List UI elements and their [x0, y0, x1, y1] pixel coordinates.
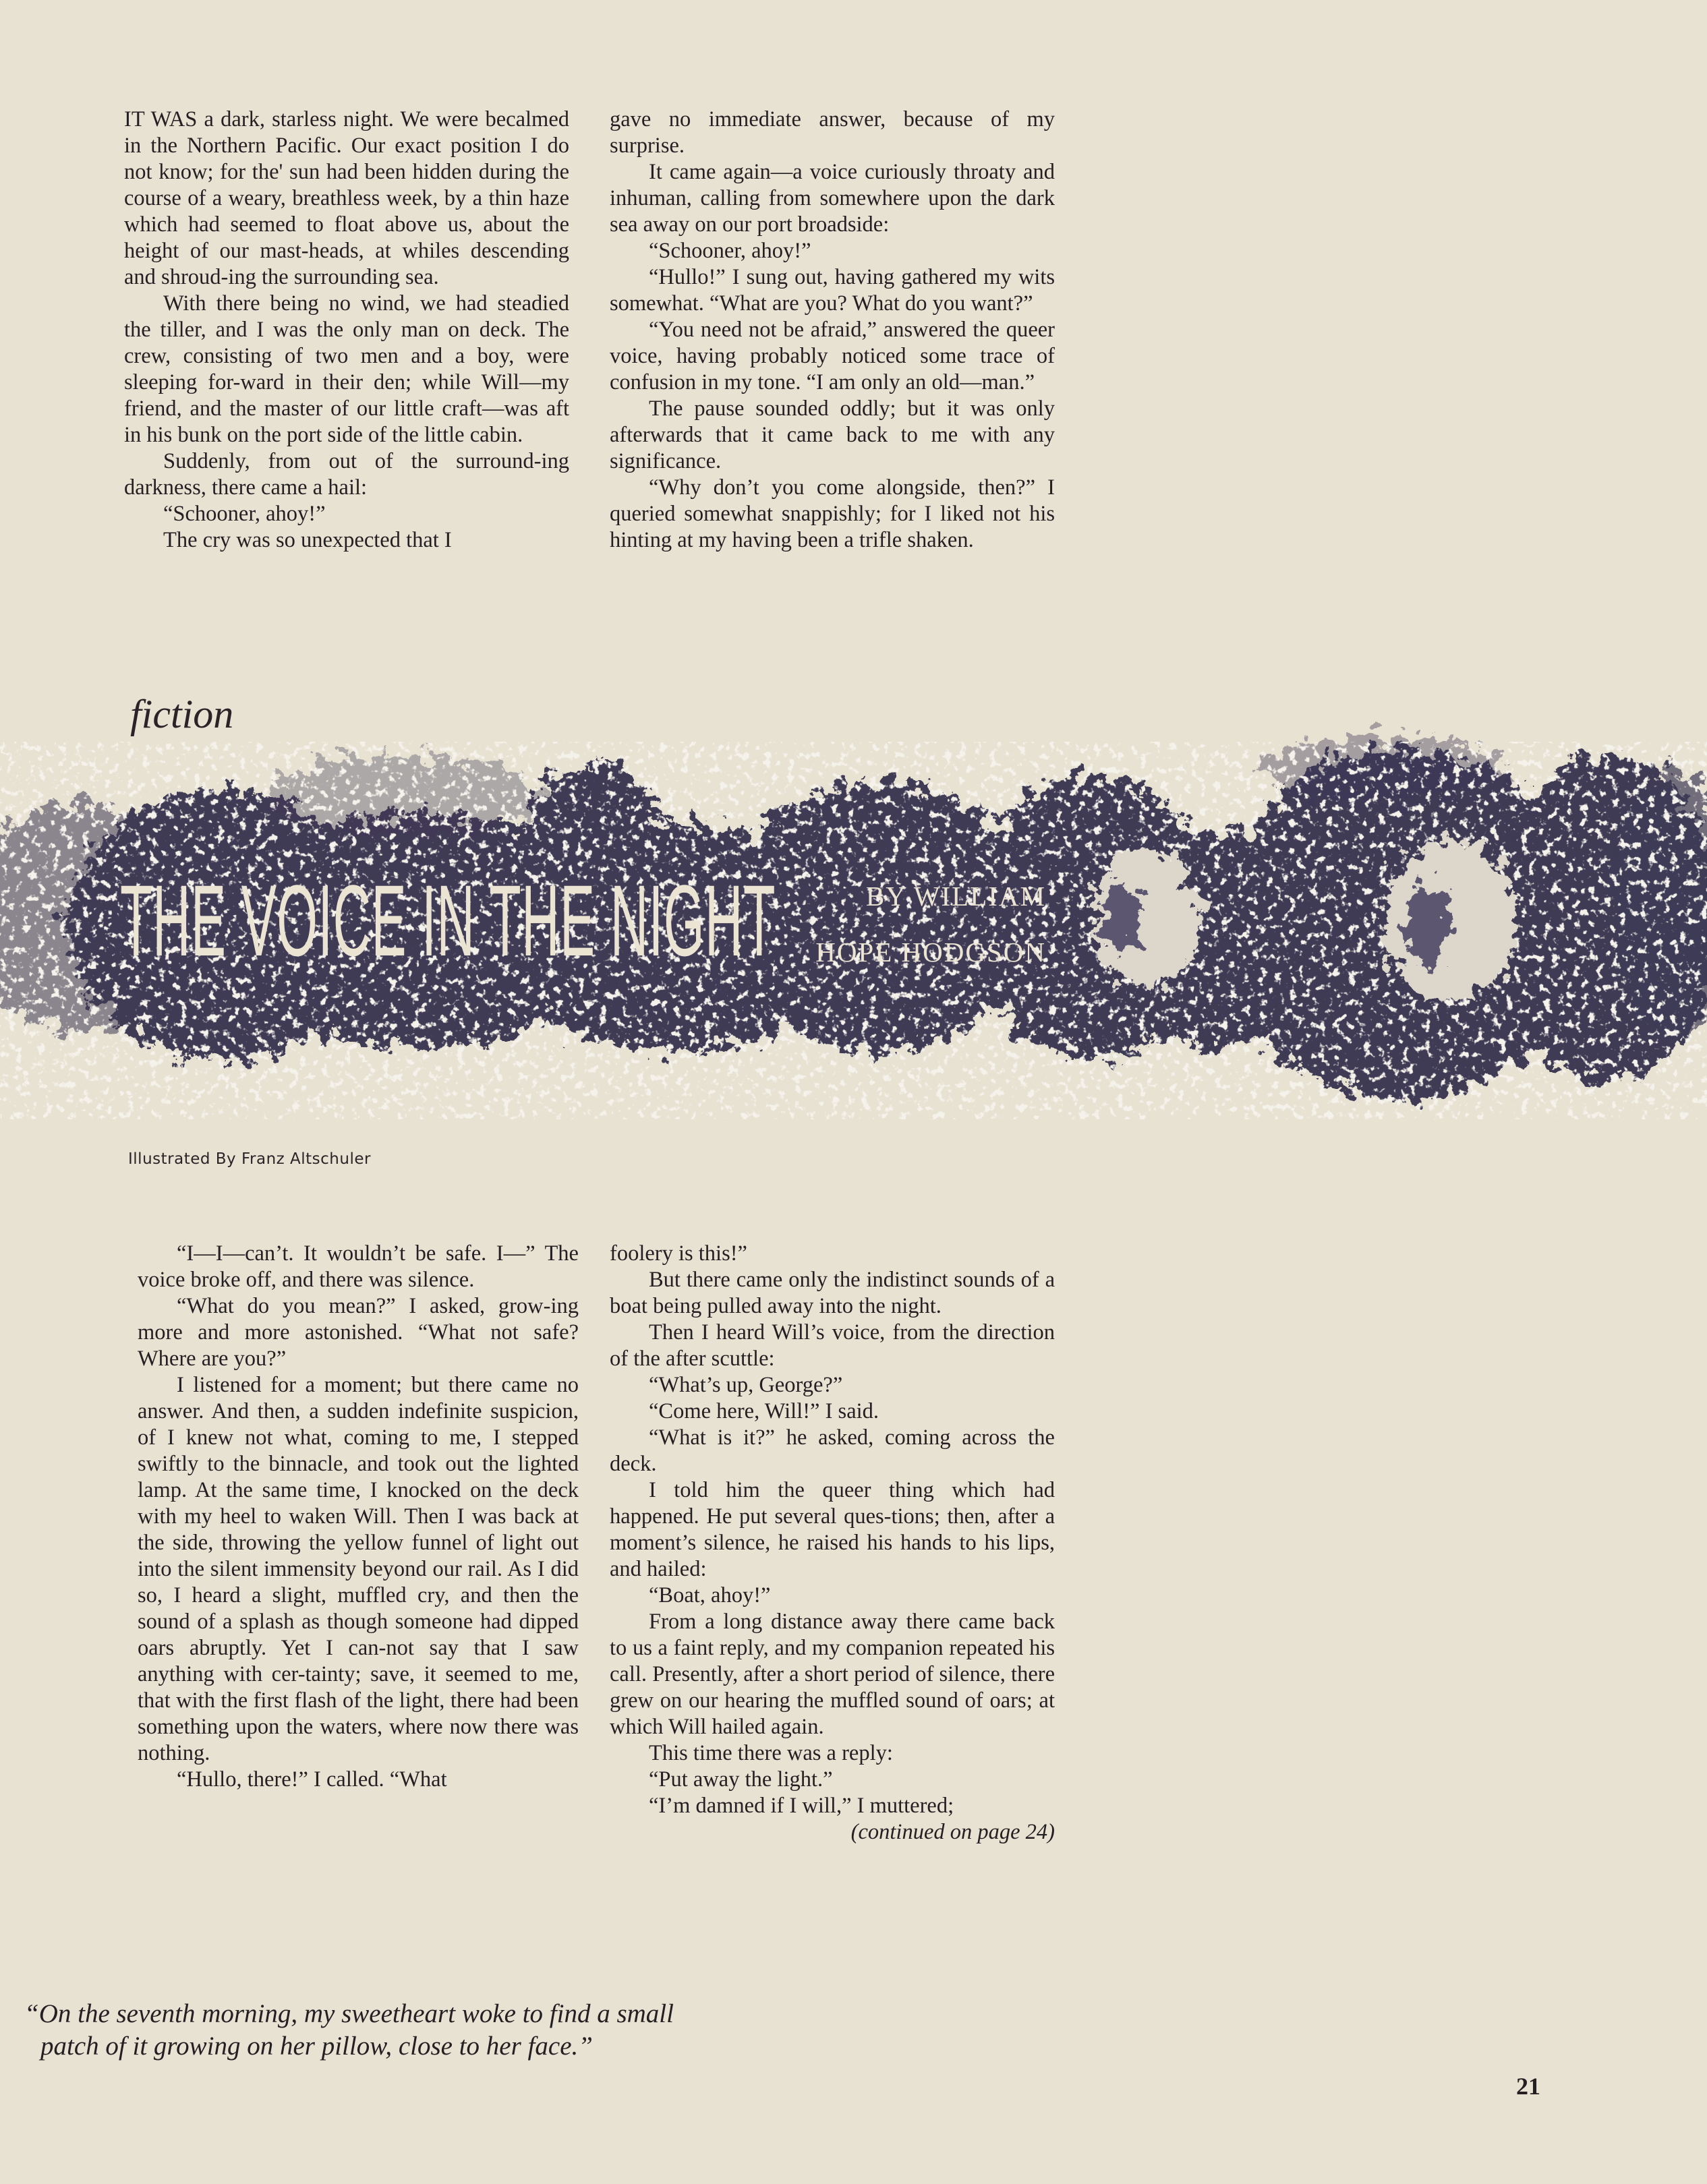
paragraph: From a long distance away there came back to us a faint reply, and my companion repeated his call. Presently, after a short period of silence, there grew on our hearing the muffled sound of oars; at which Will hailed again. [610, 1610, 1055, 1739]
paragraph: “I—I—can’t. It wouldn’t be safe. I—” The voice broke off, and there was silence. [138, 1241, 579, 1292]
paragraph: But there came only the indistinct sounds of a boat being pulled away into the night. [610, 1268, 1055, 1318]
paragraph: foolery is this!” [610, 1241, 747, 1266]
column-bottom-right [610, 1241, 1055, 1846]
paragraph: “Put away the light.” [649, 1767, 833, 1792]
pull-quote-line-2: patch of it growing on her pillow, close to her face.” [40, 2032, 593, 2061]
paragraph: “Schooner, ahoy!” [163, 502, 326, 526]
pull-quote-line-1: “On the seventh morning, my sweetheart woke to find a small [24, 1999, 674, 2028]
paragraph: The cry was so unexpected that I [163, 528, 452, 552]
illustration-credit: Illustrated By Franz Altschuler [128, 1150, 371, 1168]
paragraph: With there being no wind, we had steadied the tiller, and I was the only man on deck. The crew, consisting of two men and a boy, were sleeping for-ward in their den; while Will—my friend, and the master of our little craft—was aft in his bunk on the port side of the little cabin. [124, 291, 569, 447]
paragraph: “What do you mean?” I asked, grow-ing more and more astonished. “What not safe? Where are you?” [138, 1294, 579, 1371]
paragraph: “I’m damned if I will,” I muttered; [649, 1794, 954, 1818]
paragraph: I listened for a moment; but there came no answer. And then, a sudden indefinite suspicion, of I knew not what, coming to me, I stepped swiftly to the binnacle, and took out the lighted lamp. At the same time, I knocked on the deck with my heel to waken Will. Then I was back at the side, throwing the yellow funnel of light out into the silent immensity beyond our rail. As I did so, I heard a slight, muffled cry, and then the sound of a splash as though someone had dipped oars abruptly. Yet I can-not say that I saw anything with cer-tainty; save, it seemed to me, that with the first flash of the light, there had been something upon the waters, where now there was nothing. [138, 1373, 579, 1765]
page-number: 21 [1516, 2073, 1540, 2100]
paragraph: “What is it?” he asked, coming across the deck. [610, 1425, 1055, 1476]
paragraph: “Hullo, there!” I called. “What [177, 1767, 447, 1792]
paragraph: “Schooner, ahoy!” [649, 239, 811, 263]
paragraph: It came again—a voice curiously throaty and inhuman, calling from somewhere upon the dark sea away on our port broadside: [610, 160, 1055, 237]
paragraph: “What’s up, George?” [649, 1373, 843, 1397]
column-top-left [124, 107, 569, 554]
column-top-right [610, 107, 1055, 554]
pull-quote [24, 1998, 674, 2063]
paragraph: IT WAS a dark, starless night. We were becalmed in the Northern Pacific. Our exact position I do not know; for the' sun had been hidden during the course of a weary, breathless week, by a thin haze which had seemed to float above us, about the height of our mast-heads, at whiles descending and shroud-ing the surrounding sea. [124, 107, 569, 289]
paragraph: I told him the queer thing which had happened. He put several ques-tions; then, after a moment’s silence, he raised his hands to his lips, and hailed: [610, 1478, 1055, 1581]
section-label: fiction [130, 692, 234, 736]
paragraph: This time there was a reply: [649, 1741, 893, 1765]
paragraph: gave no immediate answer, because of my surprise. [610, 107, 1055, 158]
paragraph: “Why don’t you come alongside, then?” I queried somewhat snappishly; for I liked not his hinting at my having been a trifle shaken. [610, 475, 1055, 552]
paragraph: “Hullo!” I sung out, having gathered my wits somewhat. “What are you? What do you want?” [610, 265, 1055, 316]
paragraph: Suddenly, from out of the surround-ing darkness, there came a hail: [124, 449, 569, 500]
column-bottom-left [138, 1241, 579, 1793]
byline-line-1: BY WILLIAM [865, 881, 1046, 912]
paragraph: Then I heard Will’s voice, from the direction of the after scuttle: [610, 1320, 1055, 1371]
paragraph: “Come here, Will!” I said. [649, 1399, 879, 1423]
continued-note: (continued on page 24) [850, 1820, 1055, 1844]
byline-line-2: HOPE HODGSON [815, 937, 1046, 968]
paragraph: The pause sounded oddly; but it was only afterwards that it came back to me with any significance. [610, 396, 1055, 473]
paragraph: “Boat, ahoy!” [649, 1583, 771, 1607]
story-title: THE VOICE IN THE NIGHT [120, 864, 776, 977]
paragraph: “You need not be afraid,” answered the queer voice, having probably noticed some trace of confusion in my tone. “I am only an old—man.” [610, 318, 1055, 394]
